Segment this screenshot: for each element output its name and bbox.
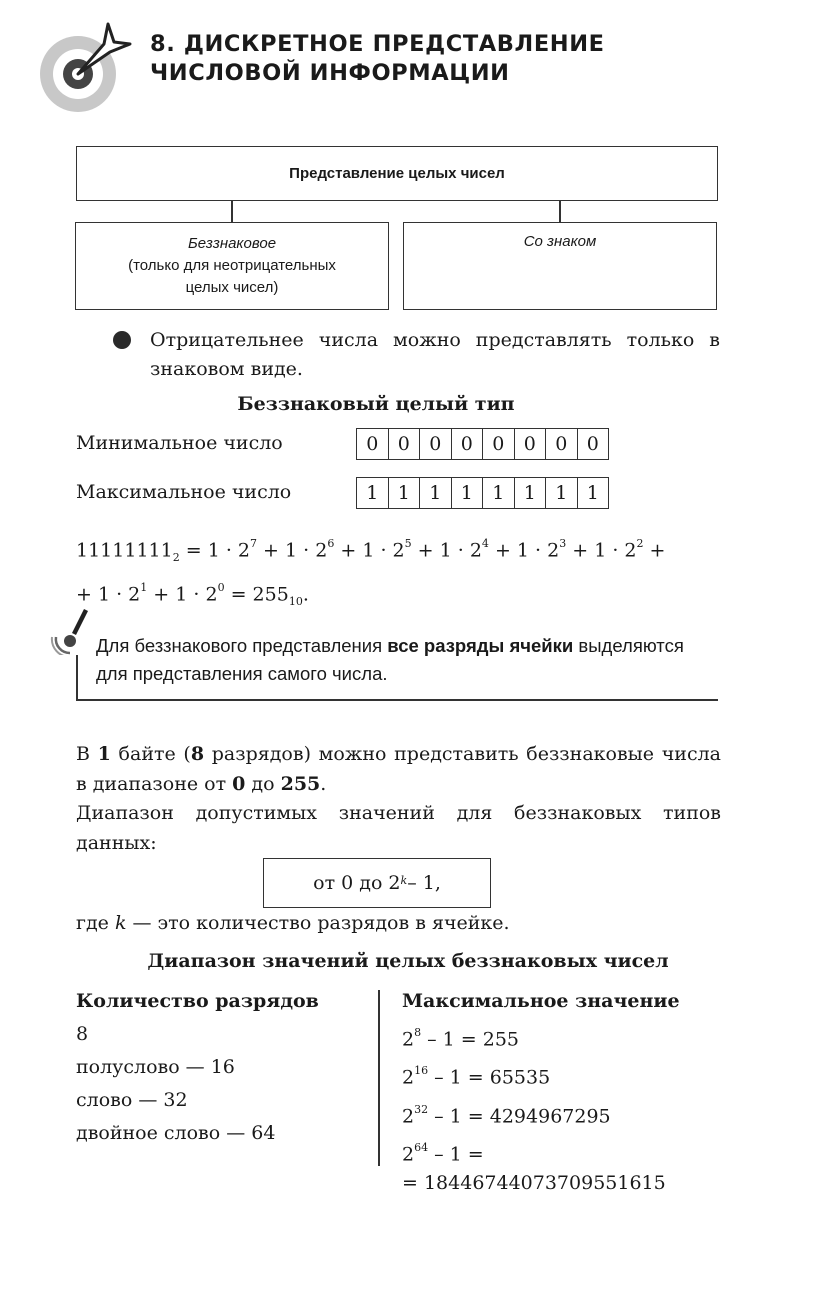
bit-cell: 1	[420, 478, 452, 508]
range-intro-text: Диапазон допустимых значений для беззнаковых типов данных:	[76, 802, 721, 854]
table-cell-bits: 8	[76, 1023, 89, 1045]
table-title: Диапазон значений целых беззнаковых чисел	[147, 950, 669, 972]
note-text-part-1: Для беззнакового представления	[96, 635, 388, 656]
bit-cell: 1	[389, 478, 421, 508]
formula-term: 1 · 2	[285, 539, 328, 562]
title-line-2: ЧИСЛОВОЙ ИНФОРМАЦИИ	[150, 60, 510, 86]
formula-plus: +	[566, 539, 595, 562]
formula-term-power: 7	[250, 537, 258, 550]
max-bits-register	[356, 477, 609, 509]
formula-term: 1 · 2	[439, 539, 482, 562]
range-formula-box	[263, 858, 491, 908]
bit-cell: 1	[452, 478, 484, 508]
range-suffix: – 1,	[407, 872, 441, 894]
formula-term: 1 · 2	[594, 539, 637, 562]
note-border-left	[76, 655, 78, 700]
formula-plus: +	[76, 583, 98, 606]
diagram-connector-right	[559, 200, 561, 223]
formula-term: 1 · 2	[207, 539, 251, 562]
formula-term: 1 · 2	[175, 583, 218, 606]
table-right-column	[402, 985, 680, 1200]
para-bold-1: 1	[97, 743, 111, 765]
bit-cell: 0	[357, 429, 389, 459]
formula-result: = 255	[224, 583, 289, 606]
diagram-unsigned-box	[75, 222, 389, 310]
max-number-label: Максимальное число	[76, 481, 292, 503]
para-bold-255: 255	[280, 772, 321, 795]
formula-term-power: 1	[140, 581, 148, 595]
table-header-max: Максимальное значение	[402, 990, 680, 1012]
binary-expansion-formula	[76, 530, 726, 618]
table-cell-max: $2^{16} - 1 = 65535$	[402, 1064, 551, 1089]
bullet-dot-icon	[113, 331, 131, 349]
diagram-unsigned-note-1: (только для неотрицательных	[128, 257, 336, 274]
exclamation-note-icon	[50, 607, 90, 655]
unsigned-heading: Беззнаковый целый тип	[237, 393, 515, 415]
bit-cell: 1	[515, 478, 547, 508]
para-text: до	[245, 772, 281, 795]
table-cell-max: $2^{64} - 1$ =	[402, 1140, 484, 1166]
where-k-variable: k	[114, 912, 127, 934]
note-text-part-2: выделяются для представления самого числа.	[96, 635, 684, 684]
formula-plus: +	[334, 539, 363, 562]
formula-term-power: 5	[404, 537, 412, 550]
para-bold-8: 8	[190, 743, 205, 765]
formula-period: .	[302, 583, 309, 606]
page-title	[150, 30, 605, 88]
formula-term: 1 · 2	[362, 539, 405, 562]
bit-cell: 0	[452, 429, 484, 459]
table-cell-bits: двойное слово — 64	[76, 1122, 276, 1144]
table-cell-bits: полуслово — 16	[76, 1056, 235, 1078]
diagram-signed-box	[403, 222, 717, 310]
bit-cell: 1	[483, 478, 515, 508]
formula-lhs-base: 2	[172, 551, 180, 565]
where-k-text	[76, 912, 510, 934]
table-cell-max: $2^8 - 1 = 255$	[402, 1026, 520, 1051]
bit-cell: 0	[546, 429, 578, 459]
table-cell-bits: слово — 32	[76, 1089, 188, 1111]
table-column-divider	[378, 990, 380, 1166]
target-arrow-icon	[38, 22, 138, 116]
note-text-bold: все разряды ячейки	[387, 635, 574, 656]
para-text: байте (	[110, 743, 191, 765]
formula-term-power: 2	[636, 537, 644, 550]
bit-cell: 0	[483, 429, 515, 459]
table-cell-max-continued: = 18446744073709551615	[402, 1172, 666, 1195]
title-line-1: 8. ДИСКРЕТНОЕ ПРЕДСТАВЛЕНИЕ	[150, 31, 605, 57]
bit-cell: 0	[578, 429, 610, 459]
para-bold-0: 0	[232, 772, 246, 795]
diagram-unsigned-label: Беззнаковое	[187, 235, 277, 252]
formula-term: 1 · 2	[516, 539, 560, 562]
formula-result-base: 10	[288, 595, 303, 609]
bit-cell: 0	[389, 429, 421, 459]
where-text-a: где	[76, 912, 115, 934]
range-prefix: от 0 до 2	[313, 872, 401, 894]
diagram-signed-label: Со знаком	[523, 233, 597, 250]
bit-cell: 0	[420, 429, 452, 459]
note-border-bottom	[76, 699, 718, 701]
formula-equals: =	[179, 539, 208, 562]
diagram-root-box	[76, 146, 718, 201]
para-text: .	[320, 772, 327, 795]
range-exponent: k	[400, 873, 408, 887]
formula-term: 1 · 2	[97, 583, 141, 606]
where-text-b: — это количество разрядов в ячейке.	[126, 912, 510, 934]
bit-cell: 1	[546, 478, 578, 508]
para-text: разрядов) можно представить беззнаковые числа в диапазоне от	[76, 743, 721, 795]
formula-plus: +	[411, 539, 440, 562]
formula-plus: +	[257, 539, 286, 562]
table-header-bits: Количество разрядов	[76, 990, 319, 1012]
formula-term-power: 0	[217, 581, 225, 595]
diagram-root-label: Представление целых чисел	[289, 165, 505, 182]
formula-term-power: 3	[559, 537, 567, 550]
table-cell-max: $2^{32} - 1 = 4294967295$	[402, 1102, 611, 1127]
bit-cell: 0	[515, 429, 547, 459]
bit-cell: 1	[357, 478, 389, 508]
note-text	[96, 632, 716, 688]
formula-plus: +	[488, 539, 517, 562]
diagram-unsigned-note-2: целых чисел)	[185, 279, 279, 296]
byte-range-paragraph	[76, 740, 721, 858]
formula-term-power: 4	[481, 537, 489, 550]
bit-cell: 1	[578, 478, 610, 508]
formula-plus: +	[147, 583, 176, 606]
diagram-connector-left	[231, 200, 233, 223]
table-left-column	[76, 985, 319, 1150]
formula-term-power: 6	[327, 537, 335, 550]
formula-plus: +	[643, 539, 666, 562]
min-bits-register	[356, 428, 609, 460]
formula-lhs: 11111111	[76, 539, 173, 562]
bullet-text: Отрицательнее числа можно представлять только в знаковом виде.	[150, 329, 720, 380]
min-number-label: Минимальное число	[76, 432, 283, 454]
para-text: В	[76, 743, 98, 765]
